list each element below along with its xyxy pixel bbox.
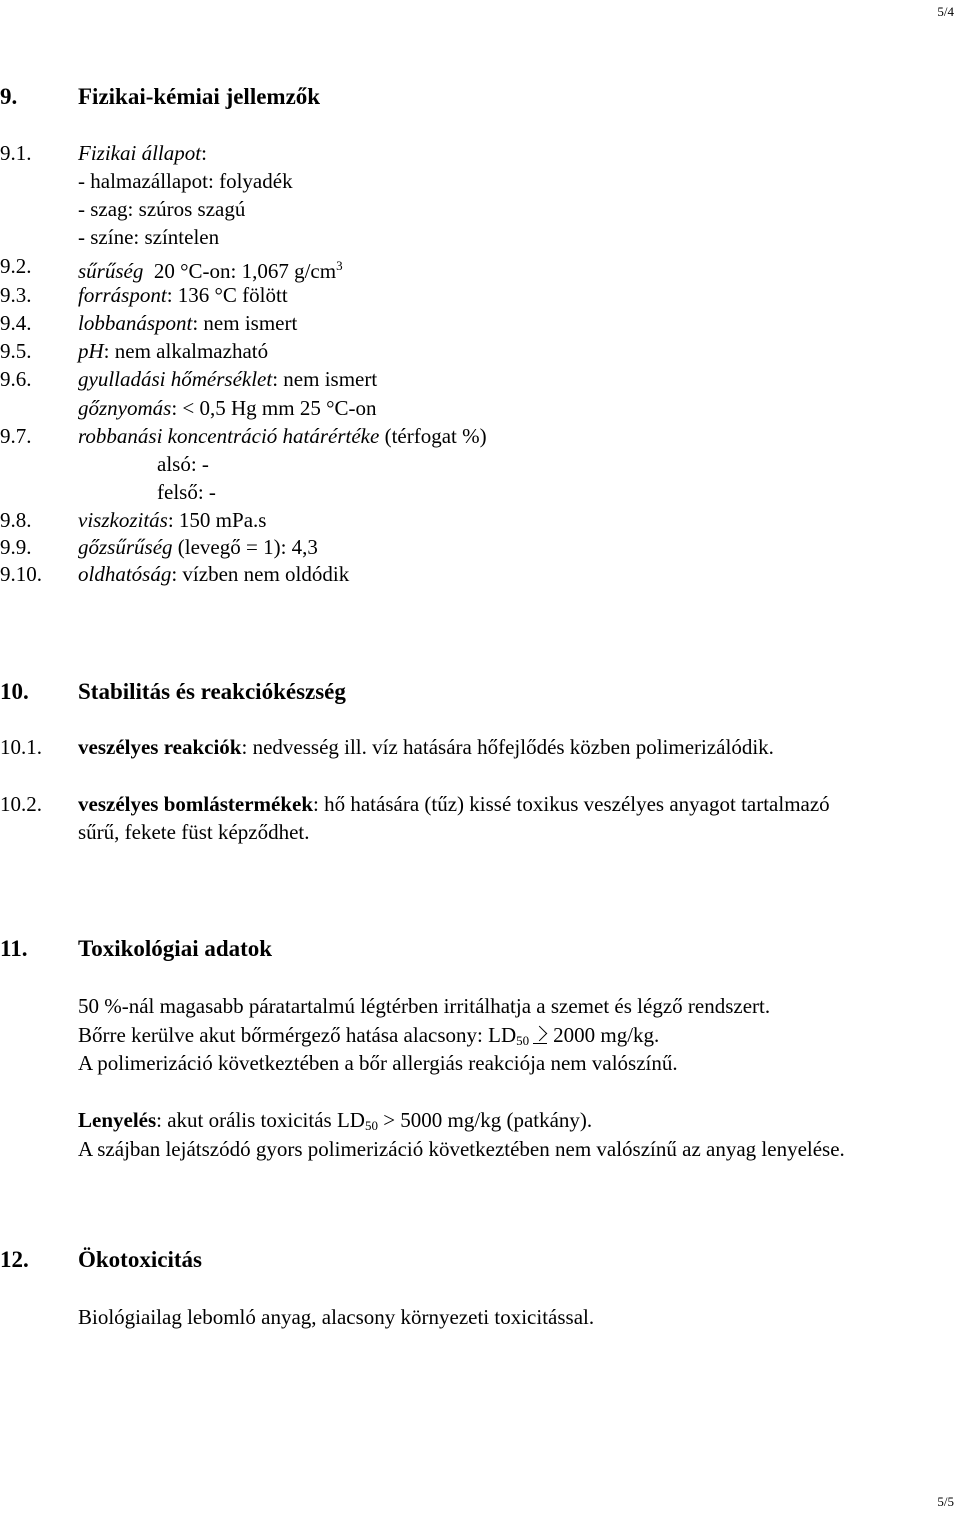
item-number: 9.1.: [0, 141, 32, 165]
section-title: Fizikai-kémiai jellemzők: [78, 84, 321, 109]
page-number-top: 5/4: [937, 4, 954, 19]
item-9-7-upper: felső: -: [157, 480, 216, 504]
greater-equal-icon: [533, 1026, 549, 1044]
page-number-bottom: 5/5: [937, 1494, 954, 1509]
item-9-7-lower: alsó: -: [157, 452, 209, 476]
item-colon: :: [201, 141, 207, 165]
section-number: 9.: [0, 84, 18, 109]
item-label: Fizikai állapot: [78, 141, 202, 165]
